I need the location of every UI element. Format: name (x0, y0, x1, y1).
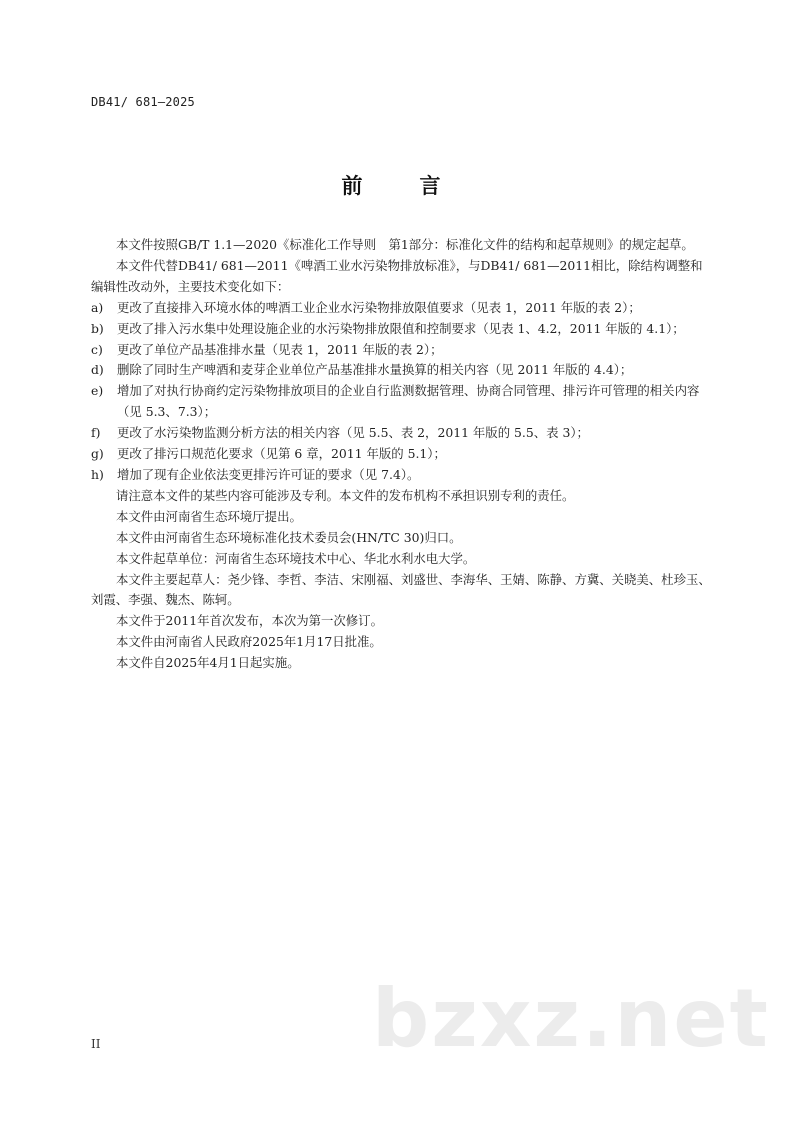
paragraph-effective-date: 本文件自2025年4月1日起实施。 (116, 655, 300, 671)
paragraph-replacement: 本文件代替DB41/ 681—2011《啤酒工业水污染物排放标准》，与DB41/ 681—2011相比，除结构调整和编辑性改动外，主要技术变化如下： (91, 257, 703, 294)
change-text: 增加了现有企业依法变更排污许可证的要求（见 7.4）。 (117, 466, 420, 482)
paragraph-proposer: 本文件由河南省生态环境厅提出。 (116, 508, 302, 524)
change-text: 更改了水污染物监测分析方法的相关内容（见 5.5、表 2，2011 年版的 5.5、表 3）； (117, 425, 589, 441)
change-item-d (91, 360, 711, 381)
foreword-body (91, 235, 711, 674)
change-item-g (91, 444, 711, 465)
paragraph-history: 本文件于2011年首次发布，本次为第一次修订。 (116, 613, 383, 629)
change-label: h) (91, 466, 104, 482)
watermark-logo: bzxz.net (372, 972, 770, 1065)
paragraph-drafting-units: 本文件起草单位：河南省生态环境技术中心、华北水利水电大学。 (116, 550, 476, 566)
paragraph-patent-notice: 请注意本文件的某些内容可能涉及专利。本文件的发布机构不承担识别专利的责任。 (116, 487, 575, 503)
change-item-h (91, 465, 711, 486)
change-text: 更改了单位产品基准排水量（见表 1，2011 年版的表 2）； (117, 341, 443, 357)
change-label: c) (91, 341, 103, 357)
change-item-e (91, 381, 711, 423)
change-text: 更改了排污口规范化要求（见第 6 章，2011 年版的 5.1）； (117, 446, 446, 462)
paragraph-drafters: 本文件主要起草人：尧少锋、李哲、李洁、宋刚福、刘盛世、李海华、王婧、陈静、方冀、关晓美、杜珍玉、刘霞、李强、魏杰、陈轲。 (91, 571, 711, 608)
page-number: II (91, 1037, 101, 1051)
change-item-b (91, 319, 711, 340)
change-text: 更改了直接排入环境水体的啤酒工业企业水污染物排放限值要求（见表 1，2011 年版的表 2）； (117, 299, 641, 315)
change-text: 更改了排入污水集中处理设施企业的水污染物排放限值和控制要求（见表 1、4.2，2011 年版的 4.1）； (117, 320, 685, 336)
change-text: 增加了对执行协商约定污染物排放项目的企业自行监测数据管理、协商合同管理、排污许可管理的相关内容（见 5.3、7.3）； (117, 383, 700, 420)
change-text: 删除了同时生产啤酒和麦芽企业单位产品基准排水量换算的相关内容（见 2011 年版的 4.4）； (117, 362, 633, 378)
document-code: DB41/ 681—2025 (91, 95, 195, 109)
change-label: d) (91, 362, 104, 378)
change-label: a) (91, 299, 104, 315)
change-label: g) (91, 446, 104, 462)
change-label: e) (91, 383, 104, 399)
change-item-f (91, 423, 711, 444)
change-item-c (91, 340, 711, 361)
page-title: 前 言 (341, 174, 459, 198)
change-label: b) (91, 320, 104, 336)
change-label: f) (91, 425, 101, 441)
paragraph-drafting-rules: 本文件按照GB/T 1.1—2020《标准化工作导则 第1部分：标准化文件的结构和起草规则》的规定起草。 (116, 237, 694, 252)
change-item-a (91, 298, 711, 319)
paragraph-committee: 本文件由河南省生态环境标准化技术委员会(HN/TC 30)归口。 (116, 529, 462, 545)
paragraph-approval: 本文件由河南省人民政府2025年1月17日批准。 (116, 634, 382, 650)
